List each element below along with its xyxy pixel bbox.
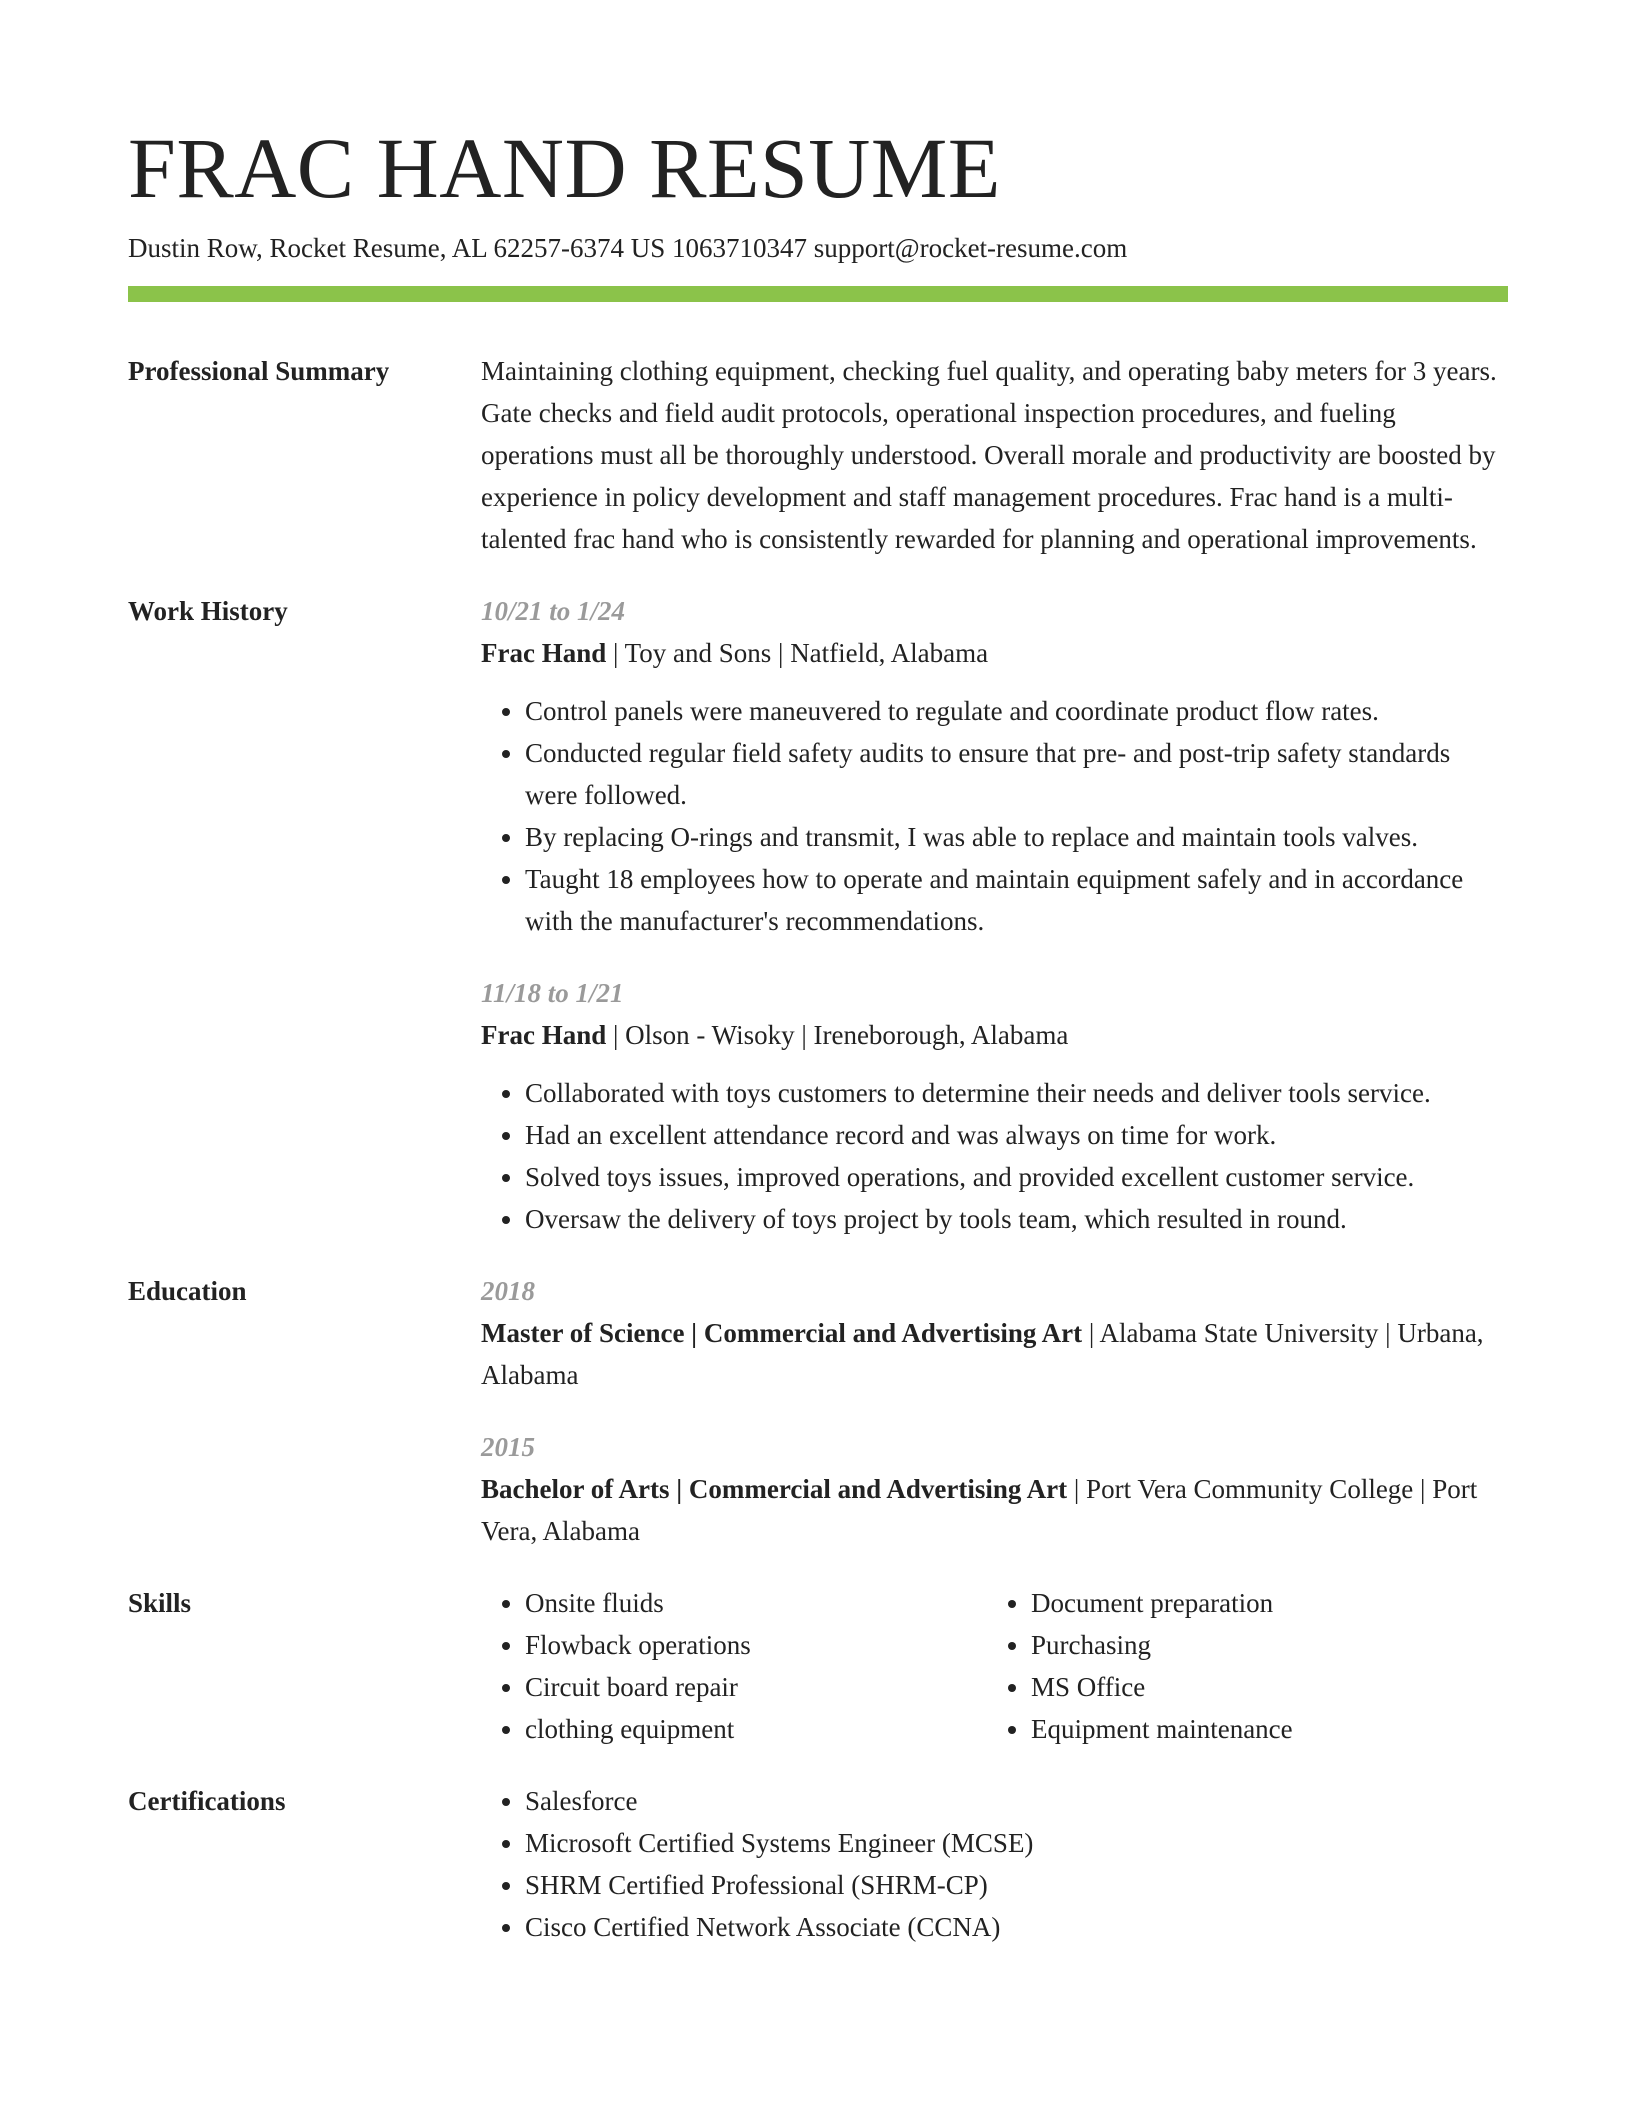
job-date: 10/21 to 1/24 [481,596,626,626]
job-title-line [481,632,1508,674]
education-date: 2015 [481,1432,535,1462]
certification-item: • Cisco Certified Network Associate (CCNA) [525,1906,1508,1948]
work-history-section [128,590,1508,1240]
section-label-summary: Professional Summary [128,356,390,386]
skills-grid [481,1582,1508,1750]
skills-column-right [987,1582,1493,1750]
job-bullet: • Oversaw the delivery of toys project by tools team, which resulted in round. [525,1198,1508,1240]
summary-text: Maintaining clothing equipment, checking fuel quality, and operating baby meters for 3 years. Gate checks and field audit protocols, operational inspection procedures, and fueling operations must all be thoroughly understood. Overall morale and productivity are boosted by experience in policy development and staff management procedures. Frac hand is a multi-talented frac hand who is consistently rewarded for planning and operational improvements. [481,356,1497,554]
job-bullet: • Solved toys issues, improved operations, and provided excellent customer service. [525,1156,1508,1198]
education-date: 2018 [481,1276,535,1306]
job-entry [481,972,1508,1240]
section-label-skills: Skills [128,1588,192,1618]
skill-item: • MS Office [1031,1666,1493,1708]
certification-item: • Microsoft Certified Systems Engineer (MCSE) [525,1822,1508,1864]
job-bullet: • By replacing O-rings and transmit, I was able to replace and maintain tools valves. [525,816,1508,858]
education-section [128,1270,1508,1552]
certification-item: • SHRM Certified Professional (SHRM-CP) [525,1864,1508,1906]
education-degree: Master of Science | Commercial and Advertising Art [481,1318,1083,1348]
section-label-certifications: Certifications [128,1786,286,1816]
job-bullet: • Taught 18 employees how to operate and maintain equipment safely and in accordance with the manufacturer's recommendations. [525,858,1508,942]
job-bullet: • Conducted regular field safety audits to ensure that pre- and post-trip safety standards were followed. [525,732,1508,816]
skills-section [128,1582,1508,1750]
skills-column-left [481,1582,987,1750]
job-bullets [481,1072,1508,1240]
job-bullet: • Collaborated with toys customers to determine their needs and deliver tools service. [525,1072,1508,1114]
certification-item: • Salesforce [525,1780,1508,1822]
education-entry [481,1270,1508,1396]
section-label-education: Education [128,1276,247,1306]
section-label-work: Work History [128,596,288,626]
job-details: | Toy and Sons | Natfield, Alabama [606,638,989,668]
skill-item: • Onsite fluids [525,1582,987,1624]
job-bullets [481,690,1508,942]
accent-divider [128,286,1508,302]
job-bullet: • Control panels were maneuvered to regulate and coordinate product flow rates. [525,690,1508,732]
skill-item: • Circuit board repair [525,1666,987,1708]
education-entry [481,1426,1508,1552]
job-bullet: • Had an excellent attendance record and was always on time for work. [525,1114,1508,1156]
skill-item: • clothing equipment [525,1708,987,1750]
job-title: Frac Hand [481,1020,607,1050]
certifications-section [128,1780,1508,1948]
contact-line: Dustin Row, Rocket Resume, AL 62257-6374 US 1063710347 support@rocket-resume.com [128,233,1128,263]
job-title: Frac Hand [481,638,607,668]
resume-title: FRAC HAND RESUME [128,120,1001,216]
job-details: | Olson - Wisoky | Ireneborough, Alabama [606,1020,1069,1050]
education-line [481,1312,1508,1396]
job-date: 11/18 to 1/21 [481,978,624,1008]
summary-section [128,350,1508,560]
job-title-line [481,1014,1508,1056]
job-entry [481,590,1508,942]
education-details: | Alabama State University | Urbana, Alabama [481,1318,1484,1390]
skill-item: • Document preparation [1031,1582,1493,1624]
education-details: | Port Vera Community College | Port Vera, Alabama [481,1474,1478,1546]
skill-item: • Purchasing [1031,1624,1493,1666]
education-degree: Bachelor of Arts | Commercial and Advertising Art [481,1474,1068,1504]
skill-item: • Equipment maintenance [1031,1708,1493,1750]
certifications-list [481,1780,1508,1948]
education-line [481,1468,1508,1552]
skill-item: • Flowback operations [525,1624,987,1666]
